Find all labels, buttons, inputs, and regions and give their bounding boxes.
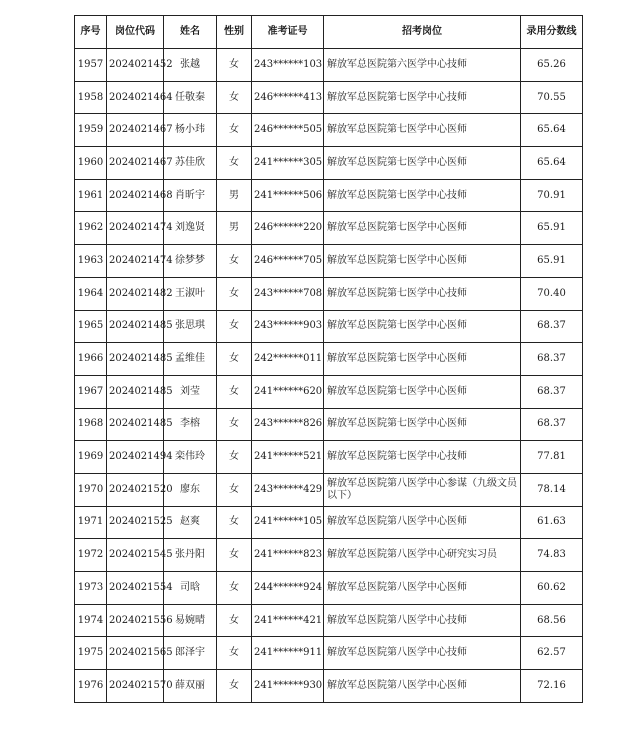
cell-post: 解放军总医院第六医学中心技师 [324, 49, 521, 82]
cell-post-code: 2024021485 [107, 375, 164, 408]
cell-ticket: 241******305 [252, 147, 324, 180]
header-name: 姓名 [164, 16, 217, 49]
cell-post: 解放军总医院第七医学中心技师 [324, 277, 521, 310]
cell-ticket: 242******011 [252, 343, 324, 376]
cell-seq: 1973 [75, 572, 107, 605]
cell-gender: 女 [217, 375, 252, 408]
cell-name: 徐梦梦 [164, 245, 217, 278]
table-row [75, 49, 583, 82]
table-row [75, 179, 583, 212]
cell-post-code: 2024021554 [107, 572, 164, 605]
cell-gender: 女 [217, 147, 252, 180]
cell-gender: 女 [217, 506, 252, 539]
cell-seq: 1959 [75, 114, 107, 147]
cell-gender: 男 [217, 179, 252, 212]
cell-seq: 1968 [75, 408, 107, 441]
cell-post-code: 2024021467 [107, 147, 164, 180]
cell-name: 任敬秦 [164, 81, 217, 114]
table-row [75, 343, 583, 376]
table-row [75, 310, 583, 343]
cell-post-code: 2024021467 [107, 114, 164, 147]
cell-gender: 女 [217, 343, 252, 376]
cell-score: 68.37 [521, 408, 583, 441]
cell-post-code: 2024021474 [107, 245, 164, 278]
cell-score: 70.55 [521, 81, 583, 114]
cell-post: 解放军总医院第八医学中心参谋（九级文员以下） [324, 473, 521, 506]
cell-post-code: 2024021485 [107, 343, 164, 376]
table-row [75, 212, 583, 245]
cell-ticket: 243******708 [252, 277, 324, 310]
cell-post: 解放军总医院第七医学中心技师 [324, 81, 521, 114]
cell-post-code: 2024021520 [107, 473, 164, 506]
table-row [75, 473, 583, 506]
cell-seq: 1964 [75, 277, 107, 310]
cell-seq: 1972 [75, 539, 107, 572]
cell-ticket: 244******924 [252, 572, 324, 605]
table-row [75, 506, 583, 539]
cell-post-code: 2024021482 [107, 277, 164, 310]
cell-name: 赵爽 [164, 506, 217, 539]
cell-ticket: 241******105 [252, 506, 324, 539]
table-row [75, 441, 583, 474]
table-row [75, 277, 583, 310]
cell-name: 杨小玮 [164, 114, 217, 147]
table-row [75, 375, 583, 408]
cell-post-code: 2024021468 [107, 179, 164, 212]
cell-post-code: 2024021452 [107, 49, 164, 82]
cell-ticket: 241******521 [252, 441, 324, 474]
cell-score: 65.64 [521, 147, 583, 180]
cell-ticket: 243******103 [252, 49, 324, 82]
cell-post-code: 2024021545 [107, 539, 164, 572]
table-row [75, 245, 583, 278]
cell-ticket: 246******413 [252, 81, 324, 114]
cell-score: 68.37 [521, 310, 583, 343]
cell-name: 刘逸贤 [164, 212, 217, 245]
cell-ticket: 243******903 [252, 310, 324, 343]
cell-gender: 女 [217, 572, 252, 605]
cell-post: 解放军总医院第七医学中心医师 [324, 245, 521, 278]
cell-gender: 女 [217, 604, 252, 637]
cell-name: 王淑叶 [164, 277, 217, 310]
header-ticket: 准考证号 [252, 16, 324, 49]
cell-name: 张越 [164, 49, 217, 82]
cell-seq: 1971 [75, 506, 107, 539]
cell-post-code: 2024021474 [107, 212, 164, 245]
cell-gender: 女 [217, 114, 252, 147]
table-row [75, 539, 583, 572]
table-row [75, 604, 583, 637]
cell-name: 薛双丽 [164, 670, 217, 703]
cell-seq: 1976 [75, 670, 107, 703]
cell-seq: 1966 [75, 343, 107, 376]
cell-ticket: 246******705 [252, 245, 324, 278]
cell-name: 苏佳欣 [164, 147, 217, 180]
cell-gender: 女 [217, 277, 252, 310]
cell-post: 解放军总医院第七医学中心医师 [324, 212, 521, 245]
cell-post: 解放军总医院第七医学中心医师 [324, 408, 521, 441]
cell-score: 77.81 [521, 441, 583, 474]
header-row [75, 16, 583, 49]
cell-gender: 女 [217, 81, 252, 114]
table-body [75, 49, 583, 703]
cell-name: 张思琪 [164, 310, 217, 343]
cell-name: 刘莹 [164, 375, 217, 408]
cell-gender: 女 [217, 408, 252, 441]
table-row [75, 637, 583, 670]
header-post: 招考岗位 [324, 16, 521, 49]
table-header [75, 16, 583, 49]
cell-score: 60.62 [521, 572, 583, 605]
table-row [75, 114, 583, 147]
cell-post: 解放军总医院第八医学中心研究实习员 [324, 539, 521, 572]
cell-score: 65.26 [521, 49, 583, 82]
cell-post: 解放军总医院第八医学中心技师 [324, 637, 521, 670]
cell-score: 68.37 [521, 343, 583, 376]
cell-post: 解放军总医院第七医学中心技师 [324, 441, 521, 474]
cell-score: 74.83 [521, 539, 583, 572]
cell-seq: 1975 [75, 637, 107, 670]
cell-name: 肖昕宇 [164, 179, 217, 212]
header-gender: 性别 [217, 16, 252, 49]
cell-name: 郎泽宇 [164, 637, 217, 670]
table-row [75, 670, 583, 703]
cell-gender: 女 [217, 637, 252, 670]
cell-post: 解放军总医院第七医学中心技师 [324, 179, 521, 212]
cell-score: 61.63 [521, 506, 583, 539]
cell-score: 65.91 [521, 245, 583, 278]
cell-name: 廖东 [164, 473, 217, 506]
cell-score: 78.14 [521, 473, 583, 506]
cell-post: 解放军总医院第八医学中心医师 [324, 506, 521, 539]
cell-post: 解放军总医院第八医学中心技师 [324, 604, 521, 637]
cell-post-code: 2024021464 [107, 81, 164, 114]
cell-score: 68.56 [521, 604, 583, 637]
header-seq: 序号 [75, 16, 107, 49]
cell-seq: 1967 [75, 375, 107, 408]
cell-post: 解放军总医院第七医学中心医师 [324, 147, 521, 180]
cell-seq: 1960 [75, 147, 107, 180]
cell-gender: 女 [217, 441, 252, 474]
cell-post: 解放军总医院第七医学中心医师 [324, 343, 521, 376]
cell-ticket: 246******505 [252, 114, 324, 147]
cell-post: 解放军总医院第八医学中心医师 [324, 670, 521, 703]
cell-post-code: 2024021565 [107, 637, 164, 670]
cell-post: 解放军总医院第七医学中心医师 [324, 310, 521, 343]
header-post-code: 岗位代码 [107, 16, 164, 49]
cell-score: 70.40 [521, 277, 583, 310]
cell-score: 65.64 [521, 114, 583, 147]
cell-name: 司晗 [164, 572, 217, 605]
cell-seq: 1970 [75, 473, 107, 506]
cell-ticket: 241******930 [252, 670, 324, 703]
cell-name: 李榕 [164, 408, 217, 441]
cell-name: 张丹阳 [164, 539, 217, 572]
cell-gender: 女 [217, 670, 252, 703]
cell-name: 栾伟玲 [164, 441, 217, 474]
cell-ticket: 241******421 [252, 604, 324, 637]
cell-post-code: 2024021525 [107, 506, 164, 539]
cell-name: 易婉晴 [164, 604, 217, 637]
cell-ticket: 241******620 [252, 375, 324, 408]
cell-ticket: 241******823 [252, 539, 324, 572]
cell-post: 解放军总医院第七医学中心医师 [324, 114, 521, 147]
cell-seq: 1961 [75, 179, 107, 212]
cell-post-code: 2024021485 [107, 408, 164, 441]
header-score: 录用分数线 [521, 16, 583, 49]
table-row [75, 572, 583, 605]
cell-post: 解放军总医院第七医学中心医师 [324, 375, 521, 408]
cell-ticket: 241******911 [252, 637, 324, 670]
cell-score: 72.16 [521, 670, 583, 703]
cell-seq: 1974 [75, 604, 107, 637]
cell-score: 70.91 [521, 179, 583, 212]
cell-seq: 1969 [75, 441, 107, 474]
cell-seq: 1958 [75, 81, 107, 114]
table-row [75, 81, 583, 114]
cell-ticket: 246******220 [252, 212, 324, 245]
cell-seq: 1957 [75, 49, 107, 82]
cell-ticket: 243******826 [252, 408, 324, 441]
cell-post-code: 2024021485 [107, 310, 164, 343]
cell-post: 解放军总医院第八医学中心医师 [324, 572, 521, 605]
cell-post-code: 2024021570 [107, 670, 164, 703]
cell-name: 孟维佳 [164, 343, 217, 376]
cell-gender: 女 [217, 49, 252, 82]
table-row [75, 147, 583, 180]
cell-gender: 女 [217, 539, 252, 572]
cell-post-code: 2024021556 [107, 604, 164, 637]
cell-gender: 男 [217, 212, 252, 245]
cell-seq: 1962 [75, 212, 107, 245]
cell-gender: 女 [217, 473, 252, 506]
cell-seq: 1963 [75, 245, 107, 278]
table-row [75, 408, 583, 441]
cell-gender: 女 [217, 245, 252, 278]
cell-seq: 1965 [75, 310, 107, 343]
cell-post-code: 2024021494 [107, 441, 164, 474]
admission-results-table [74, 15, 583, 703]
cell-score: 65.91 [521, 212, 583, 245]
cell-gender: 女 [217, 310, 252, 343]
cell-ticket: 241******506 [252, 179, 324, 212]
cell-ticket: 243******429 [252, 473, 324, 506]
cell-score: 62.57 [521, 637, 583, 670]
cell-score: 68.37 [521, 375, 583, 408]
